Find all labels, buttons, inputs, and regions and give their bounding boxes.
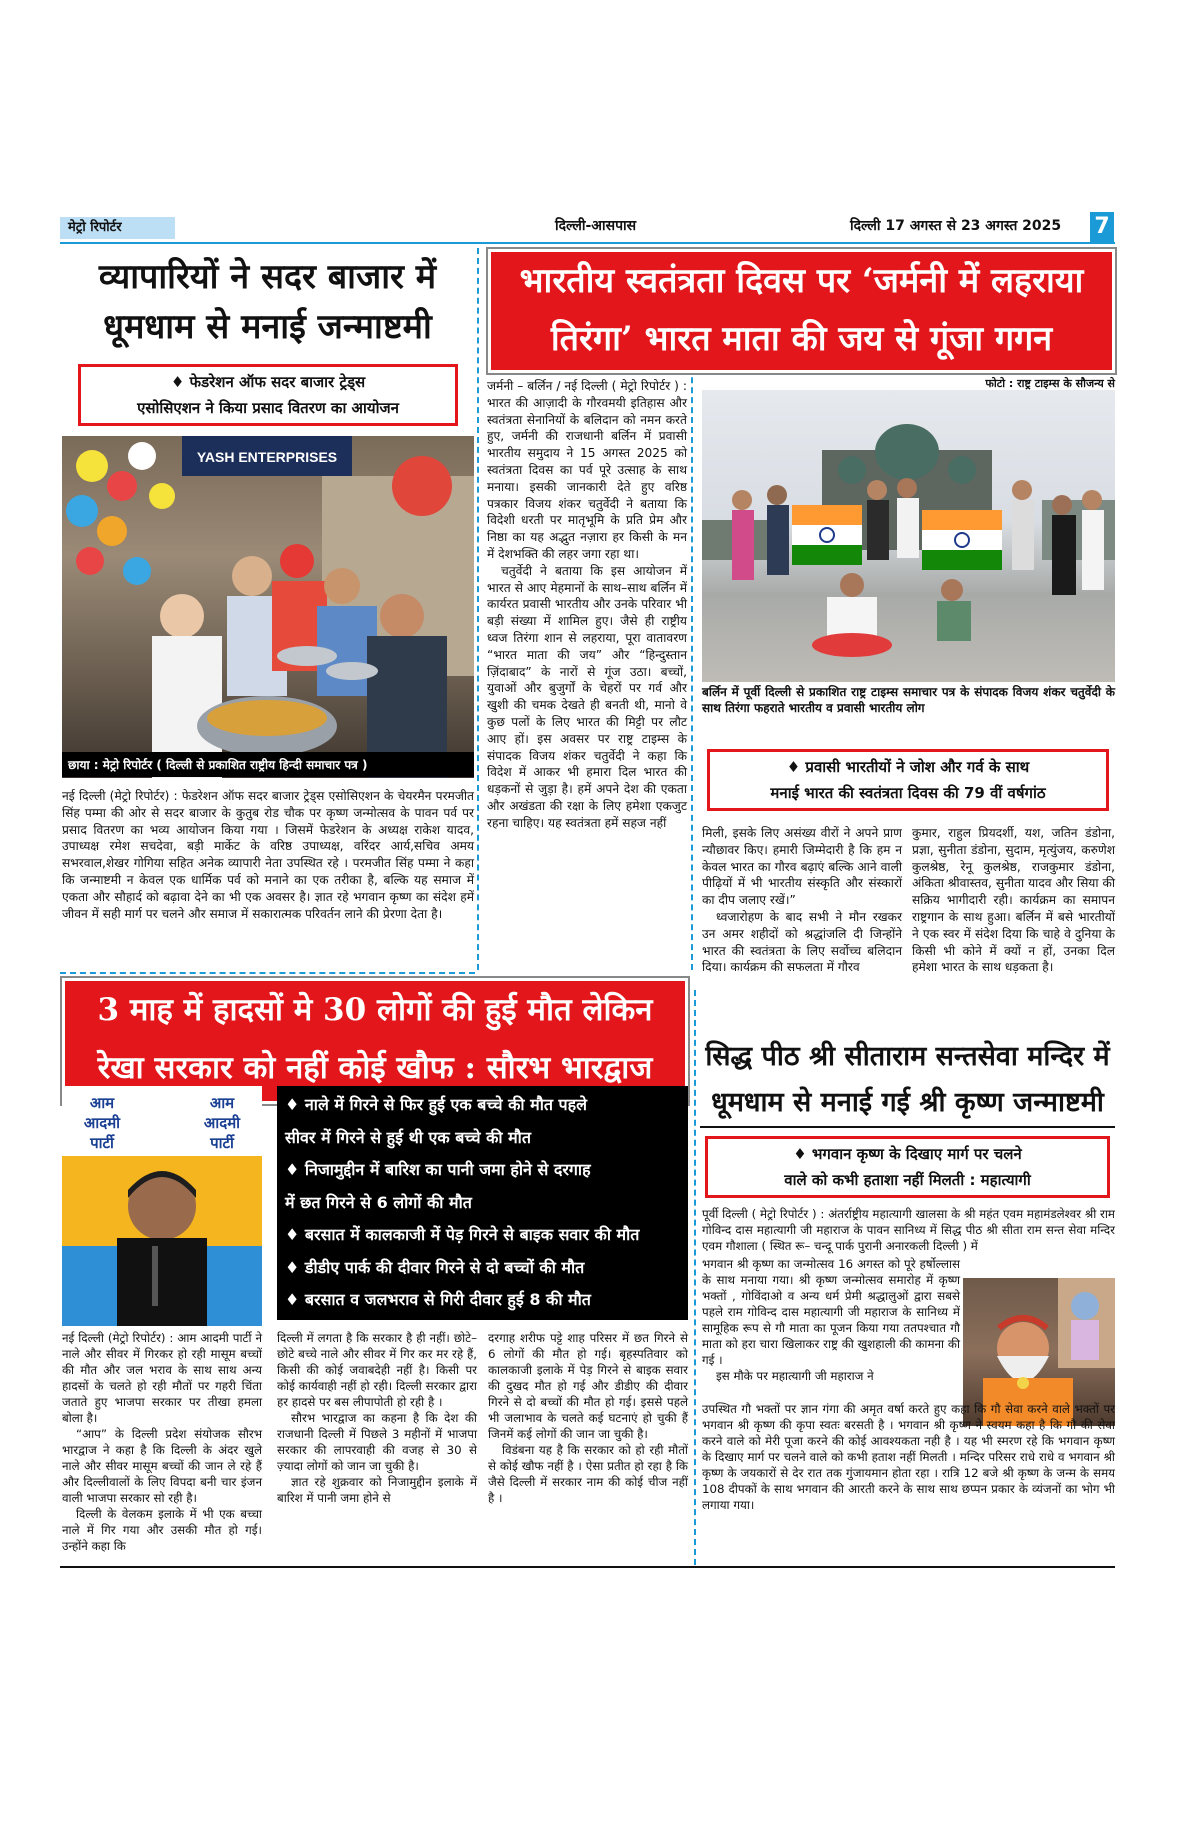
aap-leader-photo-illustration (62, 1086, 262, 1326)
issue-dates: दिल्ली 17 अगस्त से 23 अगस्त 2025 (850, 218, 1062, 234)
bullet-point: ♦ बरसात में कालकाजी में पेड़ गिरने से बाइक सवार की मौत (285, 1225, 640, 1244)
story4-kicker: ♦ भगवान कृष्ण के दिखाए मार्ग पर चलने वाले को कभी हताशा नहीं मिलती : महात्यागी (705, 1136, 1110, 1198)
story4-intro: पूर्वी दिल्ली ( मेट्रो रिपोर्टर ) : अंतर्राष्ट्रीय महात्यागी खालसा के श्री महंत एवम महामंडलेश्वर श्री राम गोविन्द दास महात्यागी जी महाराज के पावन सानिध्य में सिद्ध पीठ श्री सीता राम सन्त सेवा मन्दिर एवम गौशाला ( स्थित रू– चन्दू पार्क पुरानी अनारकली दिल्ली ) में (702, 1207, 1115, 1253)
paper-name: मेट्रो रिपोर्टर (60, 217, 175, 239)
poster-text: पार्टी (90, 1134, 114, 1152)
story4-body: उपस्थित गौ भक्तों पर ज्ञान गंगा की अमृत वर्षा करते हुए कहा कि गौ सेवा करने वाले भक्तों पर भगवान श्री कृष्ण की कृपा स्वतः बरसती है । भगवान श्री कृष्ण ने स्वयम कहा है कि गौ की सेवा करने वाले को मेरी पूजा करने की कोई आवश्यकता नही है । यह भी स्मरण रहे कि भगवान कृष्ण के दिखाए मार्ग पर चलने वाले को कभी हताश नहीं मिलती । मन्दिर परिसर राधे राधे व भगवान श्री कृष्ण के जयकारों से देर रात तक गुंजायमान होता रहा । रात्रि 12 बजे श्री कृष्ण के जन्म के समय 108 दीपकों के साथ भगवान की आरती करने के साथ साथ छप्पन प्रकार के व्यंजनों का भोग भी लगाया गया। (702, 1402, 1115, 1512)
poster-text: आदमी (203, 1114, 241, 1132)
poster-text: पार्टी (210, 1134, 234, 1152)
column-separator (694, 990, 696, 1565)
shop-sign-text: YASH ENTERPRISES (196, 449, 338, 465)
story1-body: नई दिल्ली (मेट्रो रिपोर्टर) : फेडरेशन ऑफ सदर बाजार ट्रेड्स एसोसिएशन के चेयरमैन परमजीत सिंह पम्मा की ओर से सदर बाजार के कुतुब रोड चौक पर कृष्ण जन्मोत्सव के पावन पर्व पर प्रसाद वितरण का भव्य आयोजन किया गया । जिसमें फेडरेशन के अध्यक्ष राकेश यादव, उपाध्यक्ष रमेश सचदेवा, बड़ी मार्केट के वरिष्ठ उपाध्यक्ष, वरिंदर आर्य,सचिव अमय सभरवाल,शेखर गोगिया सहित अनेक व्यापारी नेता उपस्थित रहे । परमजीत सिंह पम्मा ने कहा कि जन्माष्टमी न केवल एक धार्मिक पर्व को मनाने का एक तरीका है, बल्कि यह समाज में एकता और सौहार्द को बढ़ावा देने का भी एक अवसर है। ज्ञात रहे भगवान कृष्ण का संदेश हमें जीवन में सही मार्ग पर चलने और समाज में सकारात्मक परिवर्तन लाने की प्रेरणा देता है। (62, 789, 474, 921)
story3-body-col3: दरगाह शरीफ पट्टे शाह परिसर में छत गिरने से 6 लोगों की मौत हो गई। बृहस्पतिवार को कालकाजी इलाके में पेड़ गिरने से बाइक सवार की दुखद मौत हो गई और डीडीए की दीवार गिरने से दो बच्चों की मौत हो गई। इससे पहले भी जलाभाव के चलते कई घटनाएं हो चुकी हैं जिनमें कई लोगों की जान जा चुकी है। विडंबना यह है कि सरकार को हो रही मौतों से कोई खौफ नहीं है । ऐसा प्रतीत हो रहा है कि जैसे दिल्ली में सरकार नाम की कोई चीज नहीं है । (488, 1331, 688, 1505)
story4-headline: सिद्ध पीठ श्री सीताराम सन्तसेवा मन्दिर में धूमधाम से मनाई गई श्री कृष्ण जन्माष्टमी (705, 1041, 1110, 1118)
story3-photo (62, 1086, 262, 1326)
story2-body-col3: कुमार, राहुल प्रियदर्शी, यश, जतिन डंडोना, प्रज्ञा, सुनीता डंडोना, सुदाम, मृत्युंजय, करुणेश कुलश्रेष्ठ, रेनू कुलश्रेष्ठ, राजकुमार डंडोना, अंकिता श्रीवास्तव, सुनीता यादव और सिया की सक्रिय भागीदारी रही। कार्यक्रम का समापन राष्ट्रगान के साथ हुआ। बर्लिन में बसे भारतीयों ने एक स्वर में संदेश दिया कि चाहे वे दुनिया के किसी भी कोने में क्यों न हों, उनका दिल हमेशा भारत के साथ धड़कता है। (912, 826, 1115, 975)
story1-photo-caption: छाया : मेट्रो रिपोर्टर ( दिल्ली से प्रकाशित राष्ट्रीय हिन्दी समाचार पत्र ) (62, 752, 474, 777)
bullet-point: ♦ निजामुद्दीन में बारिश का पानी जमा होने से दरगाह (285, 1160, 591, 1179)
row-separator (60, 972, 475, 974)
story3-body-col2: दिल्ली में लगता है कि सरकार है ही नहीं। छोटे–छोटे बच्चे नाले और सीवर में गिर कर मर रहे हैं, किसी की कोई जवाबदेही नहीं है। किसी पर कोई कार्यवाही नहीं हो रही। दिल्ली सरकार द्वारा हर हादसे पर बस लीपापोती हो रही है । सौरभ भारद्वाज का कहना है कि देश की राजधानी दिल्ली में पिछले 3 महीनों में भाजपा सरकार की लापरवाही की वजह से 30 से ज़्यादा लोगों को जान जा चुकी है। ज्ञात रहे शुक्रवार को निजामुद्दीन इलाके में बारिश में पानी जमा होने से (277, 1331, 477, 1505)
column-separator (477, 248, 479, 970)
section-title: दिल्ली-आसपास (555, 218, 637, 234)
crowd-photo-illustration (62, 436, 474, 778)
story1-headline: व्यापारियों ने सदर बाजार में धूमधाम से मनाई जन्माष्टमी (98, 257, 437, 347)
story2-photo (702, 390, 1115, 682)
story1-photo (62, 436, 474, 778)
bullet-point: में छत गिरने से 6 लोगों की मौत (285, 1192, 472, 1212)
header-rule (60, 242, 1115, 244)
story2-photo-credit: फोटो : राष्ट्र टाइम्स के सौजन्य से (985, 377, 1115, 390)
story2-photo-caption: बर्लिन में पूर्वी दिल्ली से प्रकाशित राष्ट्र टाइम्स समाचार पत्र के संपादक विजय शंकर चतुर्वेदी के साथ तिरंगा फहराते भारतीय व प्रवासी भारतीय लोग (702, 685, 1115, 715)
poster-text: आम (209, 1094, 235, 1112)
bullet-point: ♦ बरसात व जलभराव से गिरी दीवार हुई 8 की मौत (285, 1290, 591, 1309)
story3-bullet-box (277, 1086, 688, 1320)
story2-headline: भारतीय स्वतंत्रता दिवस पर ‘जर्मनी में लहराया तिरंगा’ भारत माता की जय से गूंजा गगन (488, 249, 1115, 373)
bullet-point: ♦ डीडीए पार्क की दीवार गिरने से दो बच्चों की मौत (285, 1257, 585, 1277)
story2-body-col1: जर्मनी – बर्लिन / नई दिल्ली ( मेट्रो रिपोर्टर ) : भारत की आज़ादी के गौरवमयी इतिहास और स्वतंत्रता सेनानियों के बलिदान को नमन करते हुए, जर्मनी की राजधानी बर्लिन में प्रवासी भारतीय समुदाय ने 15 अगस्त 2025 को स्वतंत्रता दिवस का पर्व पूरे उत्साह के साथ मनाया। इसकी जानकारी देते हुए वरिष्ठ पत्रकार विजय शंकर चतुर्वेदी ने बताया कि विदेशी धरती पर मातृभूमि के प्रति प्रेम और निष्ठा का यह अद्भुत नज़ारा हर किसी के मन में देशभक्ति की लहर जगा रहा था। चतुर्वेदी ने बताया कि इस आयोजन में भारत से आए मेहमानों के साथ–साथ बर्लिन में कार्यरत प्रवासी भारतीय और उनके परिवार भी बड़ी संख्या में शामिल हुए। जैसे ही राष्ट्रीय ध्वज तिरंगा शान से लहराया, पूरा वातावरण “भारत माता की जय” और “हिन्दुस्तान ज़िंदाबाद” के नारों से गूंज उठा। बच्चों, युवाओं और बुजुर्गों के चेहरों पर गर्व और खुशी की चमक देखते ही बनती थी, मानो वे कुछ पलों के लिए भारत की मिट्टी पर लौट आए हों। इस अवसर पर राष्ट्र टाइम्स के संपादक विजय शंकर चतुर्वेदी ने कहा कि विदेश में आकर भी हमारा दिल भारत की धड़कनों से जुड़ा है। हमें अपने देश की एकता और अखंडता की रक्षा के लिए हमेशा एकजुट रहना चाहिए। यह स्वतंत्रता हमें सहज नहीं (487, 379, 687, 830)
story2-body-col2: मिली, इसके लिए असंख्य वीरों ने अपने प्राण न्यौछावर किए। हमारी जिम्मेदारी है कि हम न केवल भारत का गौरव बढ़ाएं बल्कि आने वाली पीढ़ियों में भी भारतीय संस्कृति और संस्कारों का दीप जलाए रखें।” ध्वजारोहण के बाद सभी ने मौन रखकर उन अमर शहीदों को श्रद्धांजलि दी जिन्होंने भारत की स्वतंत्रता के लिए सर्वोच्च बलिदान दिया। कार्यक्रम की सफलता में गौरव (702, 826, 902, 975)
berlin-group-photo-illustration (702, 390, 1115, 682)
story3-body-col1: नई दिल्ली (मेट्रो रिपोर्टर) : आम आदमी पार्टी ने नाले और सीवर में गिरकर हो रही मासूम बच्चों की मौत और जल भराव के साथ साथ अन्य हादसों के चलते हो रही मौतों पर गहरी चिंता जताते हुए भाजपा सरकार पर तीखा हमला बोला है। “आप” के दिल्ली प्रदेश संयोजक सौरभ भारद्वाज ने कहा है कि दिल्ली के अंदर खुले नाले और सीवर मासूम बच्चों की जान ले रहे हैं और दिल्लीवालों के लिए विपदा बनी चार इंजन वाली भाजपा सरकार सो रही है। दिल्ली के वेलकम इलाके में भी एक बच्चा नाले में गिर गया और उसकी मौत हो गई। उन्होंने कहा कि (62, 1331, 262, 1553)
headline-rule (700, 1126, 1115, 1128)
footer-rule (60, 1566, 1115, 1568)
story2-kicker: ♦ प्रवासी भारतीयों ने जोश और गर्व के साथ मनाई भारत की स्वतंत्रता दिवस की 79 वीं वर्षगांठ (707, 749, 1109, 811)
story1-kicker: ♦ फेडरेशन ऑफ सदर बाजार ट्रेड्स एसोसिएशन ने किया प्रसाद वितरण का आयोजन (78, 364, 458, 426)
bullet-point: ♦ नाले में गिरने से फिर हुई एक बच्चे की मौत पहले (285, 1095, 587, 1114)
poster-text: आम (89, 1094, 115, 1112)
story4-wrap-text: भगवान श्री कृष्ण का जन्मोत्सव 16 अगस्त को पूरे हर्षोल्लास के साथ मनाया गया। श्री कृष्ण जन्मोत्सव समारोह में कृष्ण भक्तों , गोविंदाओ व अन्य धर्म प्रेमी श्रद्धालुओं द्वारा सबसे पहले राम गोविन्द दास महात्यागी जी महाराज के सानिध्य में सामूहिक रूप से गौ माता का पूजन किया गया ततपश्चात गौ माता को हरा चारा खिलाकर राष्ट्र की खुशहाली की कामना की गई । इस मौके पर महात्यागी जी महाराज ने (702, 1257, 960, 1383)
page-number: 7 (1090, 212, 1114, 242)
story3-headline: 3 माह में हादसों मे 30 लोगों की हुई मौत लेकिन रेखा सरकार को नहीं कोई खौफ : सौरभ भारद्वाज (62, 978, 688, 1104)
poster-text: आदमी (83, 1114, 121, 1132)
bullet-point: सीवर में गिरने से हुई थी एक बच्चे की मौत (285, 1127, 531, 1147)
